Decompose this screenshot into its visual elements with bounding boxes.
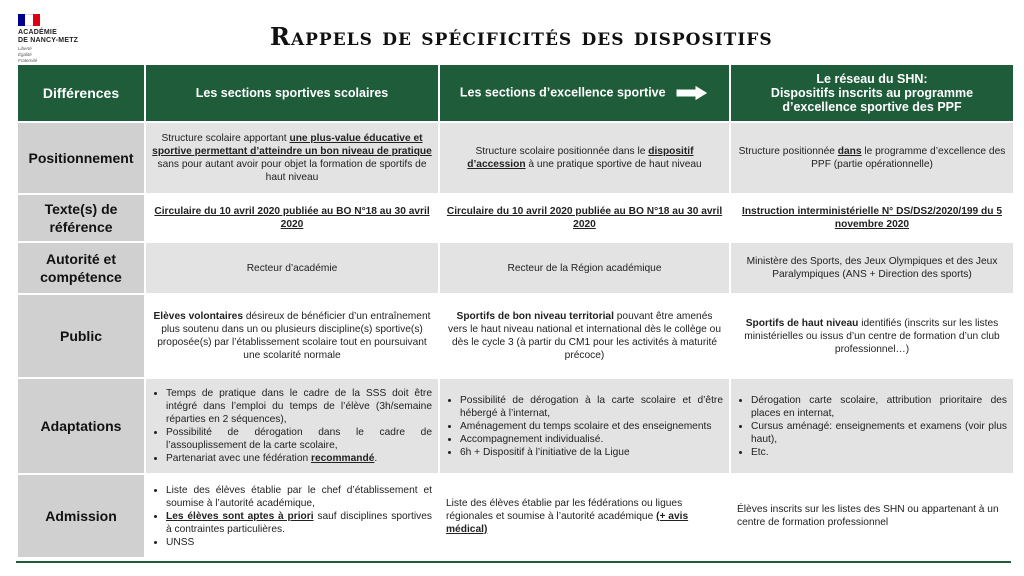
row-label-public: Public xyxy=(18,295,144,377)
cell-positionnement-3 xyxy=(731,123,1013,193)
text-part: . xyxy=(374,453,378,464)
row-label-texte: Texte(s) de référence xyxy=(18,195,144,241)
header-differences: Différences xyxy=(18,65,144,121)
text-emphasis: Instruction interministérielle N° DS/DS2/2020/199 du 5 novembre 2020 xyxy=(742,206,1002,230)
logo-line1: ACADÉMIE xyxy=(18,29,57,36)
text-part: Structure scolaire apportant xyxy=(161,133,290,144)
text-emphasis: recommandé xyxy=(310,453,375,464)
cell-adaptations-3 xyxy=(731,379,1013,473)
cell-texte-3 xyxy=(731,195,1013,241)
cell-texte-1 xyxy=(146,195,438,241)
list-item: • Accompagnement individualisé. xyxy=(460,433,723,446)
text-emphasis: Circulaire du 10 avril 2020 publiée au BO N°18 au 30 avril 2020 xyxy=(154,206,430,230)
bullet-list xyxy=(152,387,432,465)
list-item: • Temps de pratique dans le cadre de la SSS doit être intégré dans l’emploi du temps de l’élève (3h/semaine réparties en 2 séquences), xyxy=(166,387,432,426)
row-label-autorite: Autorité et compétence xyxy=(18,243,144,293)
text-part: sans pour autant avoir pour objet la formation de sportifs de haut niveau xyxy=(157,159,427,183)
logo-motto-2: Égalité xyxy=(18,52,32,57)
row-label-adaptations: Adaptations xyxy=(18,379,144,473)
list-item: • Cursus aménagé: enseignements et examens (voir plus haut), xyxy=(751,420,1007,446)
text-emphasis: dans xyxy=(837,146,862,157)
table-row xyxy=(18,475,1013,557)
cell-texte-2 xyxy=(440,195,729,241)
logo-line2: DE NANCY-METZ xyxy=(18,37,79,44)
cell-autorite-1: Recteur d’académie xyxy=(146,243,438,293)
table-row xyxy=(18,123,1013,193)
list-item: • Dérogation carte scolaire, attribution prioritaire des places en internat, xyxy=(751,394,1007,420)
header-reseau-shn-line1: Le réseau du SHN: xyxy=(816,72,928,86)
text-part: pouvant être amenés vers le haut niveau national et international dès le collège ou dès le cycle 3 (à partir du CM1 pour les activités à maturité précoce) xyxy=(448,311,721,361)
cell-public-1 xyxy=(146,295,438,377)
header-sections-excellence xyxy=(440,65,729,121)
list-item: • Possibilité de dérogation dans le cadre de l’assouplissement de la carte scolaire, xyxy=(166,426,432,452)
text-emphasis: Les élèves sont aptes à priori xyxy=(166,510,314,522)
cell-positionnement-1 xyxy=(146,123,438,193)
logo-motto-1: Liberté xyxy=(18,46,32,51)
text-part: Structure positionnée xyxy=(738,146,838,157)
list-item: • Etc. xyxy=(751,446,1007,459)
text-emphasis: (+ avis médical) xyxy=(446,510,689,535)
comparison-table xyxy=(16,63,1015,559)
bullet-list xyxy=(446,394,723,459)
list-item: • UNSS xyxy=(166,536,432,549)
cell-public-2 xyxy=(440,295,729,377)
bottom-divider xyxy=(16,561,1011,563)
list-item xyxy=(166,510,432,536)
bullet-list xyxy=(152,484,432,549)
cell-admission-3: Élèves inscrits sur les listes des SHN ou appartenant à un centre de formation professionnel xyxy=(731,475,1013,557)
text-part: Partenariat avec une fédération xyxy=(166,453,311,464)
right-arrow-icon xyxy=(675,84,709,102)
list-item: • 6h + Dispositif à l’initiative de la Ligue xyxy=(460,446,723,459)
text-part: désireux de bénéficier d’un entraînement plus soutenu dans un ou plusieurs discipline(s) sportive(s) proposée(s) par l’établissement scolaire tout en poursuivant une scolarité normale xyxy=(157,311,431,361)
table-row xyxy=(18,379,1013,473)
page-title: Rappels de spécificités des dispositifs xyxy=(270,22,773,51)
header-reseau-shn-line2: Dispositifs inscrits au programme d’excellence sportive des PPF xyxy=(770,86,974,114)
cell-adaptations-1 xyxy=(146,379,438,473)
cell-admission-1 xyxy=(146,475,438,557)
cell-adaptations-2 xyxy=(440,379,729,473)
text-emphasis: une plus-value éducative et sportive permettant d’atteindre un bon niveau de pratique xyxy=(152,133,432,157)
list-item: • Aménagement du temps scolaire et des enseignements xyxy=(460,420,723,433)
table-header-row xyxy=(18,65,1013,121)
french-flag-icon xyxy=(18,14,40,26)
text-emphasis: Sportifs de bon niveau territorial xyxy=(456,311,614,322)
bullet-list xyxy=(737,394,1007,459)
text-part: sauf disciplines sportives à contraintes particulières. xyxy=(166,510,432,535)
text-part: Structure scolaire positionnée dans le xyxy=(475,146,649,157)
text-part: à une pratique sportive de haut niveau xyxy=(525,159,702,170)
header-sections-excellence-label: Les sections d’excellence sportive xyxy=(459,85,666,100)
cell-positionnement-2 xyxy=(440,123,729,193)
text-part: identifiés (inscrits sur les listes ministérielles ou issus d’un centre de formation d’un club professionnel…) xyxy=(744,317,1000,355)
header-sections-sportives: Les sections sportives scolaires xyxy=(146,65,438,121)
list-item xyxy=(166,452,432,465)
row-label-admission: Admission xyxy=(18,475,144,557)
text-emphasis: dispositif d’accession xyxy=(467,146,694,170)
list-item: • Possibilité de dérogation à la carte scolaire et d’être hébergé à l’internat, xyxy=(460,394,723,420)
cell-autorite-2: Recteur de la Région académique xyxy=(440,243,729,293)
text-emphasis: Sportifs de haut niveau xyxy=(745,317,859,329)
text-emphasis: Circulaire du 10 avril 2020 publiée au BO N°18 au 30 avril 2020 xyxy=(446,206,723,230)
row-label-positionnement: Positionnement xyxy=(18,123,144,193)
cell-autorite-3: Ministère des Sports, des Jeux Olympiques et des Jeux Paralympiques (ANS + Direction des sports) xyxy=(731,243,1013,293)
table-row xyxy=(18,243,1013,293)
table-row xyxy=(18,295,1013,377)
cell-admission-2 xyxy=(440,475,729,557)
logo-motto-3: Fraternité xyxy=(18,58,38,63)
text-emphasis: Elèves volontaires xyxy=(153,311,243,322)
text-part: le programme d’excellence des PPF (partie opérationnelle) xyxy=(811,146,1006,170)
list-item: • Liste des élèves établie par le chef d’établissement et soumise à l’autorité académique, xyxy=(166,484,432,510)
cell-public-3 xyxy=(731,295,1013,377)
header-reseau-shn xyxy=(731,65,1013,121)
table-row xyxy=(18,195,1013,241)
academie-logo xyxy=(18,14,108,63)
text-part: Liste des élèves établie par les fédérations ou ligues régionales et soumise à l’autorité académique xyxy=(446,497,683,522)
